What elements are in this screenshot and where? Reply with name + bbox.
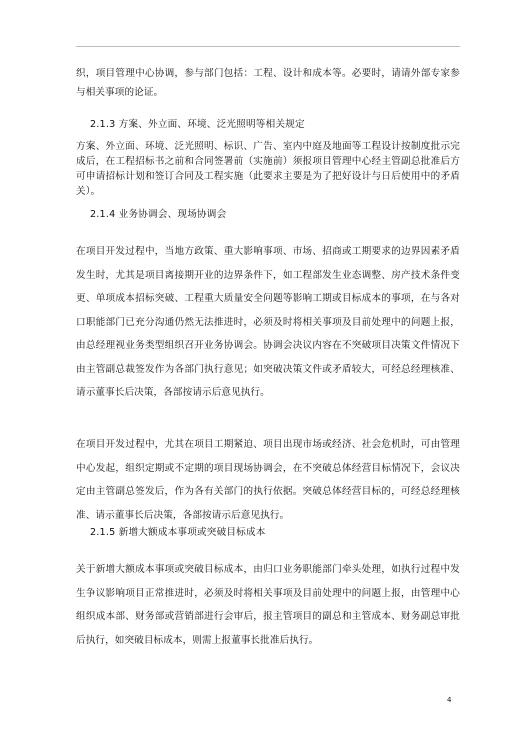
section-2-1-4-paragraph-2 (76, 433, 460, 527)
continuation-text: 织，项目管理中心协调，参与部门包括：工程、设计和成本等。必要时，请请外部专家参与相关事项的论证。 (76, 68, 460, 98)
section-2-1-3-body (76, 139, 460, 199)
section-heading-2-1-5: 2.1.5 新增大额成本事项或突破目标成本 (90, 527, 266, 538)
continuation-paragraph (76, 64, 460, 102)
section-2-1-4-text-2: 在项目开发过程中，尤其在项目工期紧迫、项目出现市场或经济、社会危机时，可由管理中心发起，组织定期或不定期的项目现场协调会，在不突破总体经营目标情况下，会议决定由主管副总签发后，作为各有关部门的执行依据。突破总体经营目标的，可经总经理核准、请示董事长后决策，各部按请示后意见执行。 (76, 439, 460, 521)
section-2-1-4-text-1: 在项目开发过程中，当地方政策、重大影响事项、市场、招商或工期要求的边界因素矛盾发生时，尤其是项目离接期开业的边界条件下，如工程部发生业态调整、房产技术条件变更、单项成本招标突破、工程重大质量安全问题等影响工期或目标成本的事项，在与各对口职能部门已充分沟通仍然无法推进时，必须及时将相关事项及目前处理中的问题上报，由总经理视业务类型组织召开业务协调会。协调会决议内容在不突破项目决策文件情况下由主管副总裁签发作为各部门执行意见；如突破决策文件或矛盾较大，可经总经理核准、请示董事长后决策，各部按请示后意见执行。 (76, 246, 460, 398)
section-2-1-5-text: 关于新增大额成本事项或突破目标成本，由归口业务职能部门牵头处理，如执行过程中发生争议影响项目正常推进时，必须及时将相关事项及目前处理中的问题上报，由管理中心组织成本部、财务部或营销部进行会审后，报主管项目的副总和主管成本、财务副总审批后执行，如突破目标成本，则需上报董事长批准后执行。 (76, 564, 460, 646)
header-rule (76, 46, 460, 47)
section-heading-2-1-3: 2.1.3 方案、外立面、环境、泛光照明等相关规定 (90, 119, 305, 130)
section-2-1-4-paragraph-1 (76, 240, 460, 405)
section-2-1-5-body (76, 558, 460, 652)
section-2-1-3-text: 方案、外立面、环境、泛光照明、标识、广告、室内中庭及地面等工程设计按制度批示完成后，在工程招标书之前和合同签署前（实施前）须报项目管理中心经主管副总批准后方可申请招标计划和签订合同及工程实施（此要求主要是为了把好设计与日后使用中的矛盾关）。 (76, 141, 460, 197)
section-heading-2-1-4: 2.1.4 业务协调会、现场协调会 (90, 209, 227, 220)
page-number: 4 (447, 696, 452, 704)
